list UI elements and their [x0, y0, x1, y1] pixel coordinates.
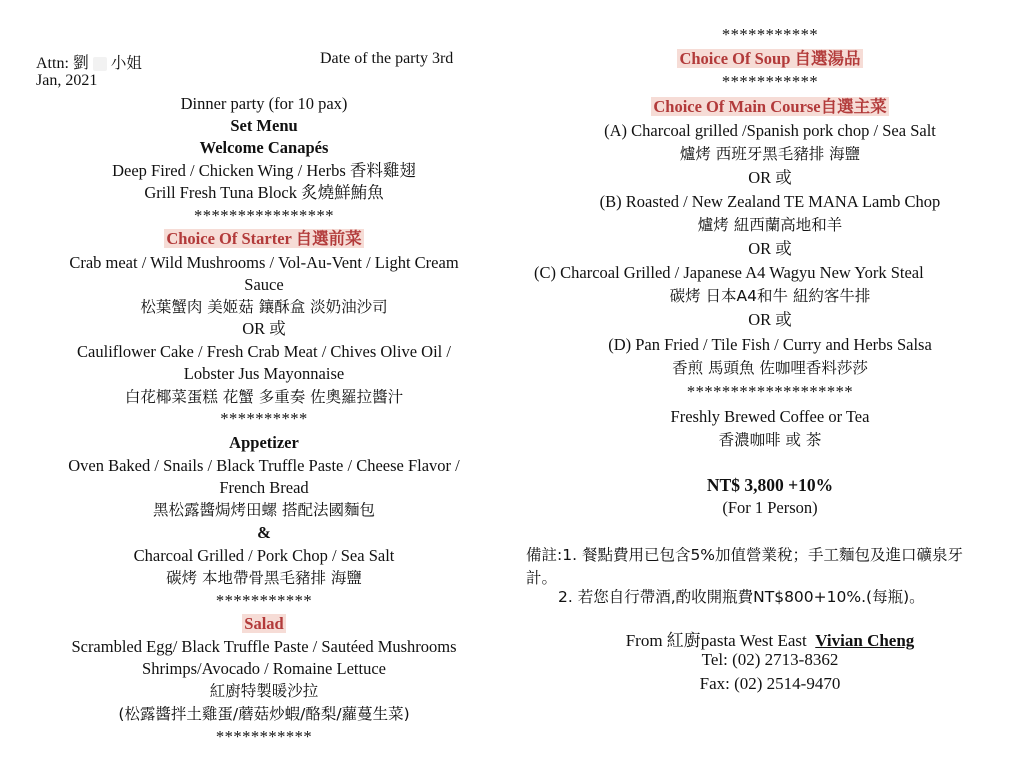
price-per-person: (For 1 Person) — [722, 498, 818, 517]
attn-label: Attn: 劉 — [36, 55, 89, 72]
separator-stars: ********** — [220, 409, 308, 428]
party-date-line1: Date of the party 3rd — [320, 50, 454, 67]
or-divider: OR 或 — [748, 168, 792, 187]
right-menu-column — [522, 0, 1018, 768]
coffee-zh: 香濃咖啡 或 茶 — [718, 431, 822, 449]
starter-b-zh: 白花椰菜蛋糕 花蟹 多重奏 佐奧羅拉醬汁 — [124, 388, 404, 406]
separator-stars: *********** — [215, 591, 313, 610]
note-line-2: 2. 若您自行帶酒,酌收開瓶費NT$800+10%.(每瓶)。 — [558, 588, 925, 606]
starter-heading: Choice Of Starter 自選前菜 — [166, 229, 362, 248]
starter-b-en-2: Lobster Jus Mayonnaise — [183, 364, 345, 383]
salad-zh-2: (松露醬拌土雞蛋/蘑菇炒蝦/酪梨/蘿蔓生菜) — [118, 705, 410, 723]
main-b-zh: 爐烤 紐西蘭高地和羊 — [697, 216, 843, 234]
starter-a-zh: 松葉蟹肉 美姬菇 鑲酥盒 淡奶油沙司 — [140, 298, 388, 316]
separator-stars: *********** — [721, 25, 819, 44]
salad-zh-1: 紅廚特製暖沙拉 — [209, 682, 319, 700]
or-divider: OR 或 — [748, 310, 792, 329]
canape-item-2: Grill Fresh Tuna Block 炙燒鮮鮪魚 — [144, 183, 384, 202]
appetizer-1-zh: 黑松露醬焗烤田螺 搭配法國麵包 — [153, 501, 375, 519]
starter-a-en-1: Crab meat / Wild Mushrooms / Vol-Au-Vent / Light Cream — [69, 253, 459, 272]
main-c-en: (C) Charcoal Grilled / Japanese A4 Wagyu New York Steal — [534, 263, 924, 282]
separator-stars: ******************* — [686, 382, 854, 401]
separator-stars: *********** — [215, 727, 313, 746]
main-b-en: (B) Roasted / New Zealand TE MANA Lamb Chop — [599, 192, 941, 211]
from-line — [522, 626, 1018, 651]
appetizer-1-en-2: French Bread — [219, 478, 309, 497]
welcome-canapes-heading: Welcome Canapés — [199, 138, 329, 157]
main-d-en: (D) Pan Fried / Tile Fish / Curry and Herbs Salsa — [608, 335, 932, 354]
appetizer-1-en-1: Oven Baked / Snails / Black Truffle Paste / Cheese Flavor / — [68, 456, 460, 475]
contact-name: Vivian Cheng — [815, 631, 915, 650]
starter-b-en-1: Cauliflower Cake / Fresh Crab Meat / Chives Olive Oil / — [77, 342, 451, 361]
price: NT$ 3,800 +10% — [706, 475, 834, 495]
starter-a-en-2: Sauce — [244, 275, 284, 294]
party-date-line2: Jan, 2021 — [36, 72, 98, 89]
from-label: From 紅廚pasta West East — [625, 631, 807, 650]
salad-heading: Salad — [244, 614, 284, 633]
salad-en-2: Shrimps/Avocado / Romaine Lettuce — [142, 659, 386, 678]
dinner-party-label: Dinner party (for 10 pax) — [180, 94, 348, 113]
appetizer-2-en: Charcoal Grilled / Pork Chop / Sea Salt — [133, 546, 395, 565]
main-a-zh: 爐烤 西班牙黑毛豬排 海鹽 — [679, 145, 861, 163]
ampersand: & — [257, 523, 271, 542]
main-course-heading: Choice Of Main Course自選主菜 — [653, 97, 887, 116]
main-d-zh: 香煎 馬頭魚 佐咖哩香料莎莎 — [672, 359, 868, 377]
separator-stars: **************** — [194, 206, 334, 225]
salad-en-1: Scrambled Egg/ Black Truffle Paste / Sautéed Mushrooms — [71, 637, 457, 656]
appetizer-heading: Appetizer — [229, 433, 299, 452]
redaction-mark — [93, 57, 107, 71]
appetizer-2-zh: 碳烤 本地帶骨黑毛豬排 海鹽 — [166, 569, 362, 587]
note-line-1: 備註:1. 餐點費用已包含5%加值營業稅；手工麵包及進口礦泉牙 — [526, 546, 964, 564]
attn-line — [36, 50, 142, 73]
set-menu-title: Set Menu — [230, 116, 298, 135]
note-line-1-cont: 計。 — [526, 569, 558, 587]
main-c-zh: 碳烤 日本A4和牛 紐約客牛排 — [669, 287, 871, 305]
main-a-en: (A) Charcoal grilled /Spanish pork chop / Sea Salt — [604, 121, 936, 140]
or-divider: OR 或 — [748, 239, 792, 258]
canape-item-1: Deep Fired / Chicken Wing / Herbs 香料雞翅 — [112, 161, 416, 180]
attn-suffix: 小姐 — [110, 54, 142, 72]
soup-heading: Choice Of Soup 自選湯品 — [679, 49, 861, 68]
or-divider: OR 或 — [242, 319, 286, 338]
coffee-en: Freshly Brewed Coffee or Tea — [670, 407, 870, 426]
fax-line: Fax: (02) 2514-9470 — [699, 674, 841, 693]
separator-stars: *********** — [721, 72, 819, 91]
tel-line: Tel: (02) 2713-8362 — [701, 650, 839, 669]
